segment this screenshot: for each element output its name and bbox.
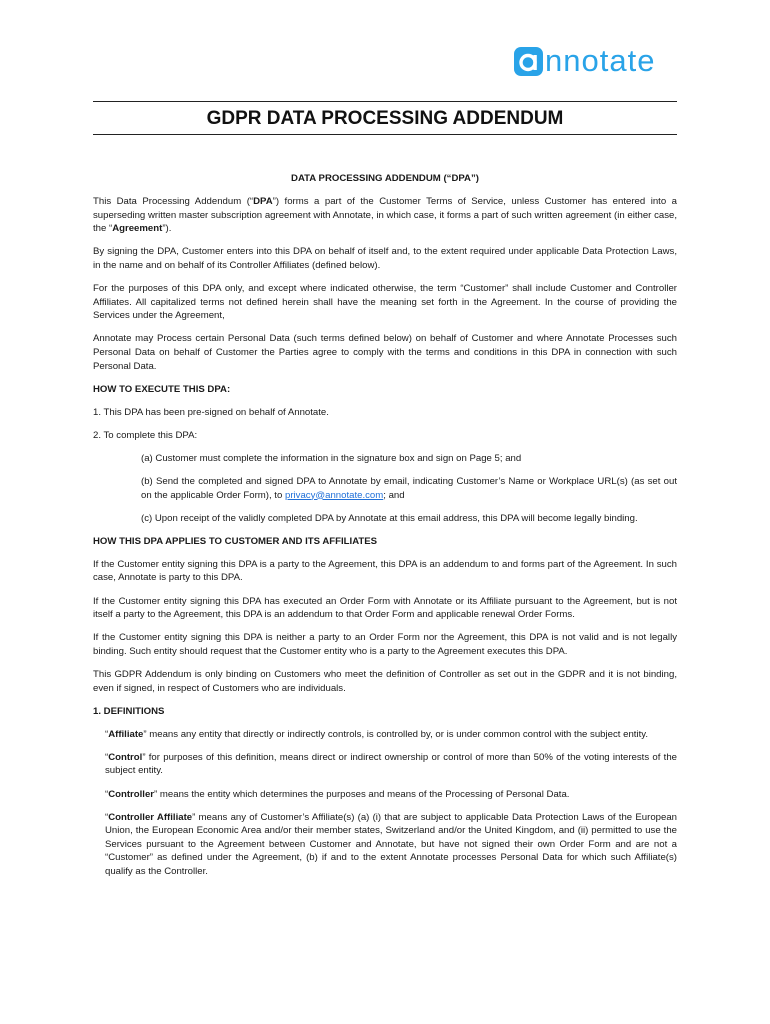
privacy-email-link[interactable]: privacy@annotate.com xyxy=(284,489,384,501)
intro-paragraph-2: By signing the DPA, Customer enters into this DPA on behalf of itself and, to the extent required under applicable Data Protection Laws, in the name and on behalf of its Controller Affiliates (defined below). xyxy=(93,246,677,271)
logo-text: nnotate xyxy=(545,43,656,78)
dpa-heading: DATA PROCESSING ADDENDUM (“DPA”) xyxy=(291,173,479,184)
intro-paragraph-1: This Data Processing Addendum (“DPA”) forms a part of the Customer Terms of Service, unless Customer has entered into a superseding written master subscription agreement with Annotate, in which case, it forms a part of such written agreement (in either case, the “Agreement”). xyxy=(93,196,677,235)
execute-item-1: 1. This DPA has been pre-signed on behalf of Annotate. xyxy=(93,406,329,418)
execute-item-2: 2. To complete this DPA: xyxy=(93,429,198,441)
applies-paragraph-3: If the Customer entity signing this DPA is neither a party to an Order Form nor the Agreement, this DPA is not valid and is not legally binding. Such entity should request that the Customer entity who is a party to the Agreement executes this DPA. xyxy=(93,632,677,657)
applies-heading: HOW THIS DPA APPLIES TO CUSTOMER AND ITS AFFILIATES xyxy=(93,535,378,547)
execute-item-c: (c) Upon receipt of the validly completed DPA by Annotate at this email address, this DPA will become legally binding. xyxy=(141,512,638,524)
annotate-logo-icon xyxy=(514,47,543,76)
definition-controller: “Controller” means the entity which determines the purposes and means of the Processing of Personal Data. xyxy=(105,788,570,800)
applies-paragraph-4: This GDPR Addendum is only binding on Customers who meet the definition of Controller as set out in the GDPR and it is not binding, even if signed, in respect of Customers who are individuals. xyxy=(93,668,677,694)
intro-paragraph-3: For the purposes of this DPA only, and except where indicated otherwise, the term “Customer” shall include Customer and Controller Affiliates. All capitalized terms not defined herein shall have the meaning set forth in the Agreement. In the course of providing the Services under the Agreement, xyxy=(93,283,677,322)
definition-controller-affiliate: “Controller Affiliate” means any of Customer’s Affiliate(s) (a) (i) that are subject to applicable Data Protection Laws of the European Union, the European Economic Area and/or their member states, Switzerland and/or the United Kingdom, and (ii) permitted to use the Services pursuant to the Agreement between Customer and Annotate, but have not signed their own Order Form and are not a “Customer” as defined under the Agreement, (b) if and to the extent Annotate processes Personal Data for which such Affiliate(s) qualify as the Controller. xyxy=(105,811,677,877)
applies-paragraph-1: If the Customer entity signing this DPA is a party to the Agreement, this DPA is an addendum to and forms part of the Agreement. In such case, Annotate is party to this DPA. xyxy=(93,558,677,584)
document-title: GDPR DATA PROCESSING ADDENDUM xyxy=(206,108,564,129)
execute-heading: HOW TO EXECUTE THIS DPA: xyxy=(93,383,231,395)
definition-control: “Control” for purposes of this definition, means direct or indirect ownership or control of more than 50% of the voting interests of the subject entity. xyxy=(105,751,677,777)
top-rule xyxy=(93,101,677,102)
document-body xyxy=(93,172,677,888)
definition-affiliate: “Affiliate” means any entity that directly or indirectly controls, is controlled by, or is under common control with the subject entity. xyxy=(105,728,648,740)
intro-paragraph-4: Annotate may Process certain Personal Data (such terms defined below) on behalf of Customer and where Annotate Processes such Personal Data on behalf of Customer the Parties agree to comply with the terms and conditions in this DPA in connection with such Personal Data. xyxy=(93,333,677,372)
execute-item-a: (a) Customer must complete the information in the signature box and sign on Page 5; and xyxy=(141,452,522,464)
definitions-heading: 1. DEFINITIONS xyxy=(93,705,165,717)
annotate-logo xyxy=(514,44,655,78)
applies-paragraph-2: If the Customer entity signing this DPA has executed an Order Form with Annotate or its Affiliate pursuant to the Agreement, but is not itself a party to the Agreement, this DPA is an addendum to that Order Form and applicable renewal Order Forms. xyxy=(93,595,677,621)
title-rule xyxy=(93,134,677,135)
execute-item-b: (b) Send the completed and signed DPA to Annotate by email, indicating Customer’s Name or Workplace URL(s) (as set out on the applicable Order Form), to privacy@annotate.com; and xyxy=(141,476,677,501)
